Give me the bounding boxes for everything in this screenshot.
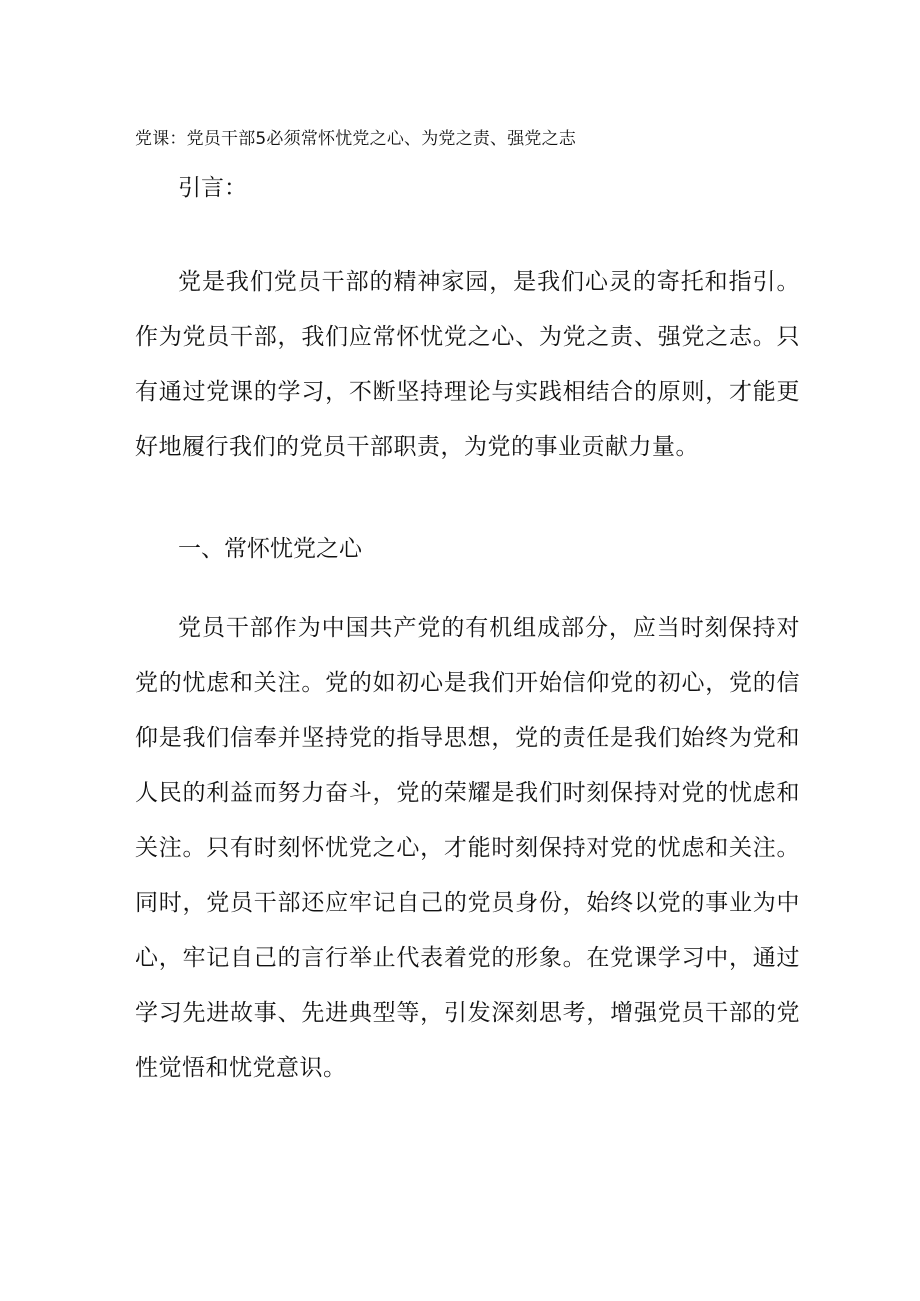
intro-paragraph: 党是我们党员干部的精神家园，是我们心灵的寄托和指引。作为党员干部，我们应常怀忧党之心、为党之责、强党之志。只有通过党课的学习，不断坚持理论与实践相结合的原则，才能更好地履行我们的党员干部职责，为党的事业贡献力量。: [135, 269, 800, 460]
section-1-heading: 一、常怀忧党之心: [178, 536, 362, 562]
document-title: 党课：党员干部5必须常怀忧党之心、为党之责、强党之志: [135, 129, 577, 149]
intro-heading: 引言：: [178, 175, 247, 201]
section-1-paragraph: 党员干部作为中国共产党的有机组成部分，应当时刻保持对党的忧虑和关注。党的如初心是我们开始信仰党的初心，党的信仰是我们信奉并坚持党的指导思想，党的责任是我们始终为党和人民的利益而努力奋斗，党的荣耀是我们时刻保持对党的忧虑和关注。只有时刻怀忧党之心，才能时刻保持对党的忧虑和关注。同时，党员干部还应牢记自己的党员身份，始终以党的事业为中心，牢记自己的言行举止代表着党的形象。在党课学习中，通过学习先进故事、先进典型等，引发深刻思考，增强党员干部的党性觉悟和忧党意识。: [135, 615, 800, 1081]
